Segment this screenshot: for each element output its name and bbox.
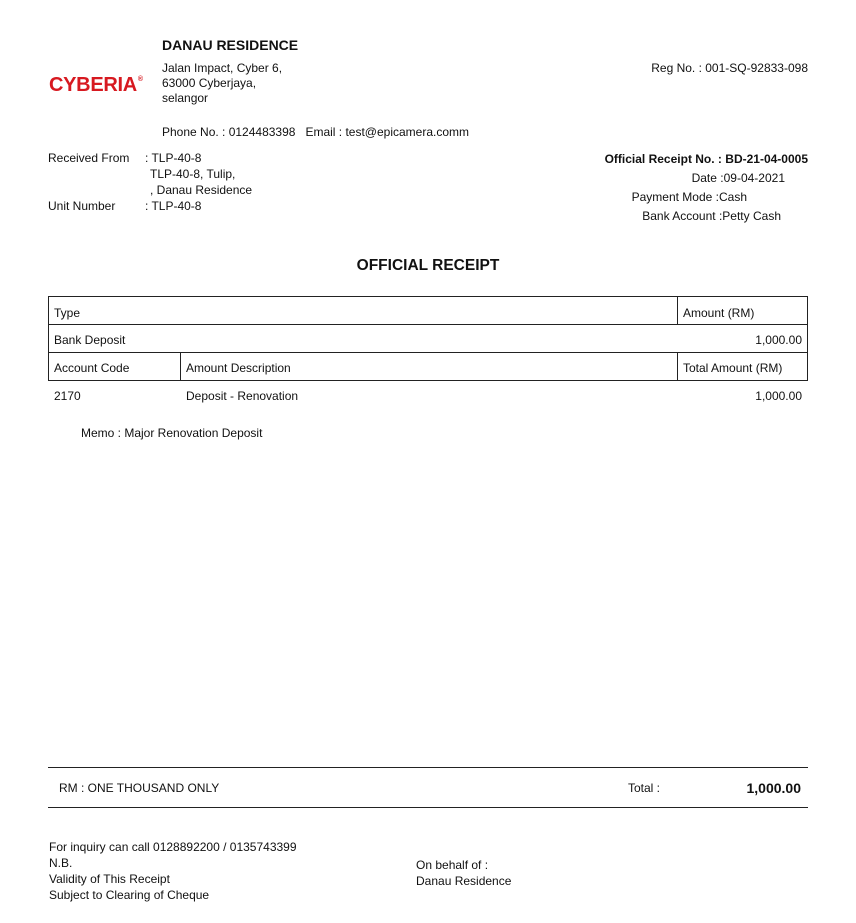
receipt-number-row xyxy=(605,150,808,169)
amount-header: Amount (RM) xyxy=(683,306,755,320)
date-value: 09-04-2021 xyxy=(723,171,785,185)
amount-description-header: Amount Description xyxy=(186,361,291,375)
cyberia-logo xyxy=(49,74,143,97)
footer-line: On behalf of : xyxy=(416,858,489,872)
total-value: 1,000.00 xyxy=(746,780,801,796)
table-top-border xyxy=(48,296,808,297)
received-from-value xyxy=(145,150,252,198)
table-row-account-code: 2170 xyxy=(54,389,81,403)
company-name: DANAU RESIDENCE xyxy=(162,37,299,53)
footer-line: Subject to Clearing of Cheque xyxy=(49,888,210,902)
footer-line: Danau Residence xyxy=(416,874,512,888)
company-address xyxy=(162,61,282,106)
received-from-line: , Danau Residence xyxy=(150,183,253,197)
amount-in-words: RM : ONE THOUSAND ONLY xyxy=(59,781,220,795)
bank-account-value: Petty Cash xyxy=(722,209,781,223)
logo-text: CYBERIA xyxy=(49,74,137,96)
table-column-divider xyxy=(677,352,678,380)
unit-number-label: Unit Number xyxy=(48,199,116,213)
table-column-divider xyxy=(180,352,181,380)
payment-mode-value: Cash xyxy=(718,190,747,204)
footer-line: Validity of This Receipt xyxy=(49,872,170,886)
footer-line: N.B. xyxy=(49,856,73,870)
table-left-border xyxy=(48,296,49,380)
memo: Memo : Major Renovation Deposit xyxy=(81,426,263,440)
registration-number: Reg No. : 001-SQ-92833-098 xyxy=(651,61,808,75)
type-header: Type xyxy=(54,306,81,320)
registered-mark: ® xyxy=(137,76,143,83)
table-row-description: Deposit - Renovation xyxy=(186,389,299,403)
address-line: 63000 Cyberjaya, xyxy=(162,76,257,90)
receipt-number: BD-21-04-0005 xyxy=(725,152,808,166)
receipt-info xyxy=(605,150,808,226)
address-line: Jalan Impact, Cyber 6, xyxy=(162,61,283,75)
table-row-amount: 1,000.00 xyxy=(755,389,802,403)
table-right-border xyxy=(807,296,808,380)
type-value: Bank Deposit xyxy=(54,333,126,347)
payment-mode-label: Payment Mode : xyxy=(631,190,719,204)
receipt-title: OFFICIAL RECEIPT xyxy=(356,257,500,274)
address-line: selangor xyxy=(162,91,209,105)
table-column-divider xyxy=(677,296,678,324)
footer-notes xyxy=(49,839,297,903)
date-label: Date : xyxy=(691,171,724,185)
bank-account-row xyxy=(605,207,808,226)
payment-mode-row xyxy=(605,188,808,207)
footer-line: For inquiry can call 0128892200 / 0135743399 xyxy=(49,840,297,854)
company-contact: Phone No. : 0124483398 Email : test@epicamera.comm xyxy=(162,125,470,139)
bank-account-label: Bank Account : xyxy=(642,209,723,223)
table-divider xyxy=(48,352,808,353)
table-divider xyxy=(48,324,808,325)
receipt-number-label: Official Receipt No. : xyxy=(604,152,722,166)
date-row xyxy=(605,169,808,188)
account-code-header: Account Code xyxy=(54,361,130,375)
received-from-line: TLP-40-8, Tulip, xyxy=(150,167,236,181)
received-from-label: Received From xyxy=(48,151,130,165)
unit-number-value: : TLP-40-8 xyxy=(145,199,202,213)
on-behalf-of xyxy=(416,857,511,889)
table-divider xyxy=(48,380,808,381)
totals-bottom-border xyxy=(48,807,808,808)
type-amount: 1,000.00 xyxy=(755,333,802,347)
total-amount-header: Total Amount (RM) xyxy=(683,361,783,375)
received-from-line: : TLP-40-8 xyxy=(145,151,202,165)
totals-top-border xyxy=(48,767,808,768)
total-label: Total : xyxy=(628,781,661,795)
